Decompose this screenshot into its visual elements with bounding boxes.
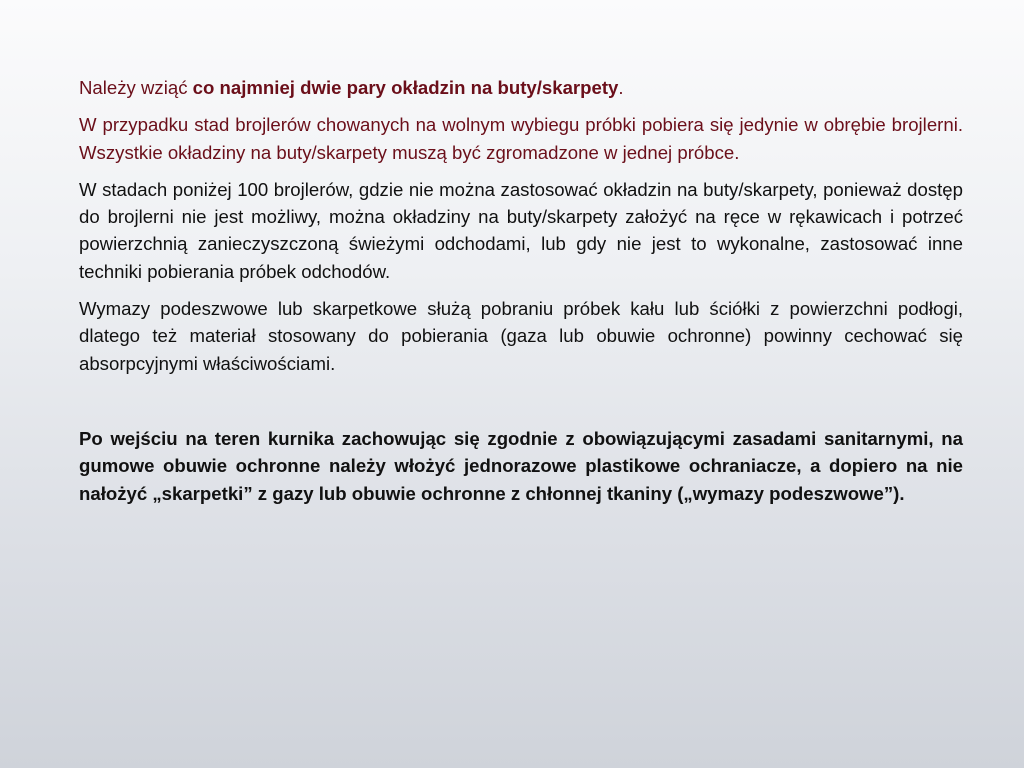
- slide-content: [79, 74, 963, 517]
- paragraph-procedure-instructions: Po wejściu na teren kurnika zachowując się zgodnie z obowiązującymi zasadami sanitarnymi, na gumowe obuwie ochronne należy włożyć jednorazowe plastikowe ochraniacze, a dopiero na nie nałożyć „skarpetki” z gazy lub obuwie ochronne z chłonnej tkaniny („wymazy podeszwowe”).: [79, 427, 963, 504]
- paragraph-small-flocks: W stadach poniżej 100 brojlerów, gdzie nie można zastosować okładzin na buty/skarpety, ponieważ dostęp do brojlerni nie jest możliwy, można okładziny na buty/skarpety założyć na ręce w rękawicach i potrzeć powierzchnią zanieczyszczoną świeżymi odchodami, lub gdy nie jest to wykonalne, zastosować inne techniki pobierania próbek odchodów.: [79, 178, 963, 282]
- paragraph-free-range-flocks: W przypadku stad brojlerów chowanych na wolnym wybiegu próbki pobiera się jedynie w obrębie brojlerni. Wszystkie okładziny na buty/skarpety muszą być zgromadzone w jednej próbce.: [79, 114, 963, 163]
- paragraph-sample-quantity: [79, 74, 963, 101]
- paragraph-swab-purpose: Wymazy podeszwowe lub skarpetkowe służą pobraniu próbek kału lub ściółki z powierzchni podłogi, dlatego też materiał stosowany do pobierania (gaza lub obuwie ochronne) powinny cechować się absorpcyjnymi właściwościami.: [79, 298, 963, 374]
- paragraph-sample-quantity-emphasis: co najmniej dwie pary okładzin na buty/skarpety: [192, 77, 619, 98]
- paragraph-sample-quantity-suffix: .: [618, 77, 624, 98]
- paragraph-sample-quantity-prefix: Należy wziąć: [79, 77, 193, 98]
